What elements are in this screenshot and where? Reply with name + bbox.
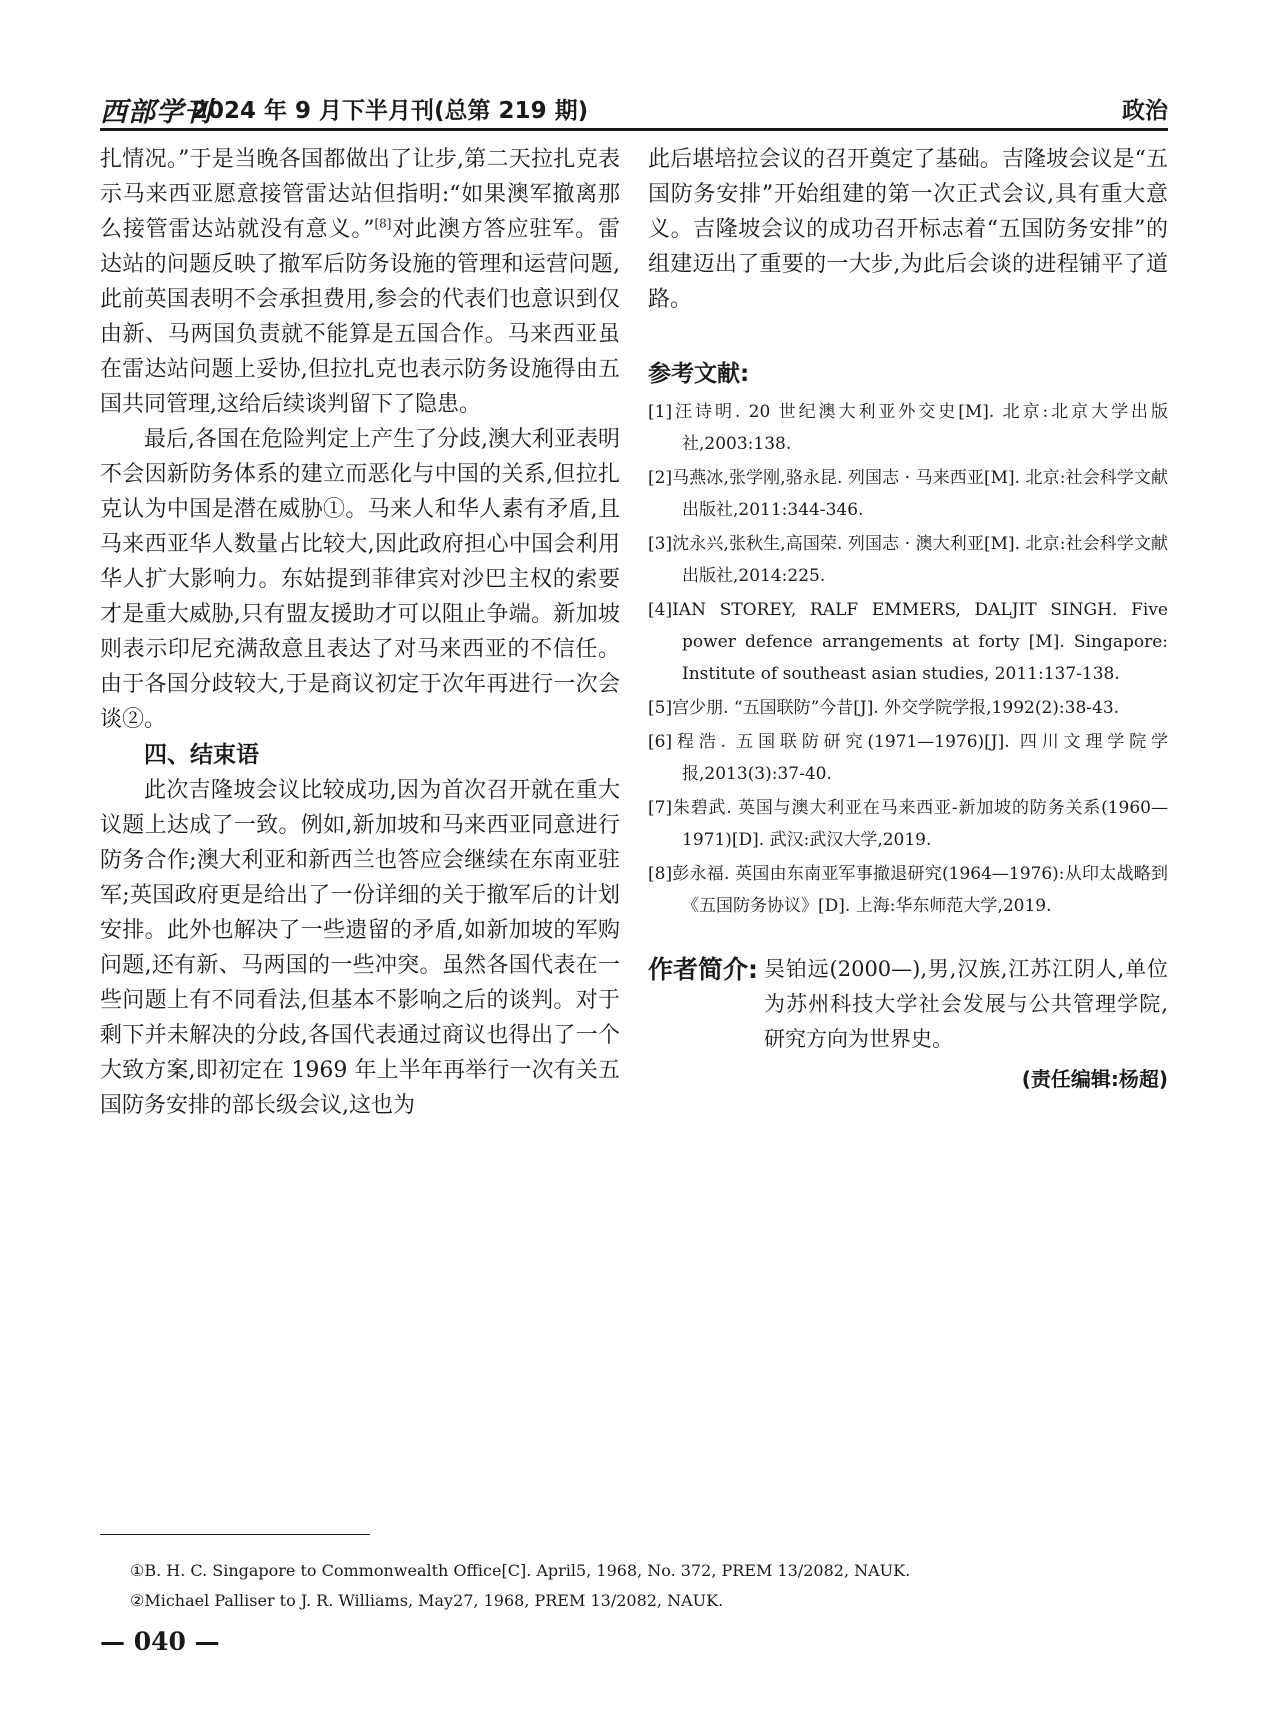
journal-logo: 西部学刊 <box>100 97 212 128</box>
left-column <box>100 142 620 1123</box>
citation-marker: [8] <box>374 216 392 231</box>
section-heading: 四、结束语 <box>144 742 259 768</box>
body-paragraph: 最后,各国在危险判定上产生了分歧,澳大利亚表明不会因新防务体系的建立而恶化与中国的关系,但拉扎克认为中国是潜在威胁①。马来人和华人素有矛盾,且马来西亚华人数量占比较大,因此政府担心中国会利用华人扩大影响力。东姑提到菲律宾对沙巴主权的索要才是重大威胁,只有盟友援助才可以阻止争端。新加坡则表示印尼充满敌意且表达了对马来西亚的不信任。由于各国分歧较大,于是商议初定于次年再进行一次会谈②。 <box>100 427 620 732</box>
footnote-marker: ① <box>323 497 346 522</box>
body-paragraph: 此后堪培拉会议的召开奠定了基础。吉隆坡会议是“五国防务安排”开始组建的第一次正式会议,具有重大意义。吉隆坡会议的成功召开标志着“五国防务安排”的组建迈出了重要的一大步,为此后会谈的进程铺平了道路。 <box>648 147 1168 312</box>
author-bio <box>648 952 1168 1057</box>
reference-item: [7]朱碧武. 英国与澳大利亚在马来西亚-新加坡的防务关系(1960—1971)[D]. 武汉:武汉大学,2019. <box>648 798 1168 850</box>
reference-item: [2]马燕冰,张学刚,骆永昆. 列国志 · 马来西亚[M]. 北京:社会科学文献出版社,2011:344-346. <box>648 468 1168 520</box>
reference-item: [3]沈永兴,张秋生,高国荣. 列国志 · 澳大利亚[M]. 北京:社会科学文献出版社,2014:225. <box>648 534 1168 586</box>
body-paragraph: 此次吉隆坡会议比较成功,因为首次召开就在重大议题上达成了一致。例如,新加坡和马来西亚同意进行防务合作;澳大利亚和新西兰也答应会继续在东南亚驻军;英国政府更是给出了一份详细的关于撤军后的计划安排。此外也解决了一些遗留的矛盾,如新加坡的军购问题,还有新、马两国的一些冲突。虽然各国代表在一些问题上有不同看法,但基本不影响之后的谈判。对于剩下并未解决的分歧,各国代表通过商议也得出了一个大致方案,即初定在 1969 年上半年再举行一次有关五国防务安排的部长级会议,这也为 <box>100 778 620 1118</box>
footnote-item: ②Michael Palliser to J. R. Williams, May27, 1968, PREM 13/2082, NAUK. <box>130 1591 724 1610</box>
page-number: — 040 — <box>100 1627 220 1656</box>
body-paragraph: 扎情况。”于是当晚各国都做出了让步,第二天拉扎克表示马来西亚愿意接管雷达站但指明:“如果澳军撤离那么接管雷达站就没有意义。”[8]对此澳方答应驻军。雷达站的问题反映了撤军后防务设施的管理和运营问题,此前英国表明不会承担费用,参会的代表们也意识到仅由新、马两国负责就不能算是五国合作。马来西亚虽在雷达站问题上妥协,但拉扎克也表示防务设施得由五国共同管理,这给后续谈判留下了隐患。 <box>100 147 620 417</box>
footnotes <box>130 1556 1130 1616</box>
page-header <box>100 88 1168 128</box>
references-list <box>648 396 1168 922</box>
responsible-editor: (责任编辑:杨超) <box>1021 1067 1168 1091</box>
footnote-item: ①B. H. C. Singapore to Commonwealth Office[C]. April5, 1968, No. 372, PREM 13/2082, NAUK. <box>130 1561 911 1580</box>
section-name: 政治 <box>1122 98 1168 124</box>
reference-item: [6]程浩. 五国联防研究(1971—1976)[J]. 四川文理学院学报,2013(3):37-40. <box>648 732 1168 784</box>
references-title: 参考文献: <box>648 361 750 387</box>
right-column <box>648 142 1168 1092</box>
footnote-marker: ② <box>122 707 145 732</box>
footnote-divider <box>100 1534 370 1535</box>
reference-item: [1]汪诗明. 20 世纪澳大利亚外交史[M]. 北京:北京大学出版社,2003:138. <box>648 402 1168 454</box>
reference-item: [8]彭永福. 英国由东南亚军事撤退研究(1964—1976):从印太战略到《五国防务协议》[D]. 上海:华东师范大学,2019. <box>648 864 1168 916</box>
reference-item: [5]宫少朋. “五国联防”今昔[J]. 外交学院学报,1992(2):38-43. <box>648 698 1120 718</box>
author-label: 作者简介: <box>648 955 758 984</box>
reference-item: [4]IAN STOREY, RALF EMMERS, DALJIT SINGH. Five power defence arrangements at forty [M]. Singapore: Institute of southeast asian studies, 2011:137-138. <box>648 600 1168 684</box>
header-divider <box>100 128 1168 131</box>
issue-info: 2024 年 9 月下半月刊(总第 219 期) <box>192 98 589 124</box>
author-text: 吴铂远(2000—),男,汉族,江苏江阴人,单位为苏州科技大学社会发展与公共管理学院,研究方向为世界史。 <box>764 957 1168 1051</box>
